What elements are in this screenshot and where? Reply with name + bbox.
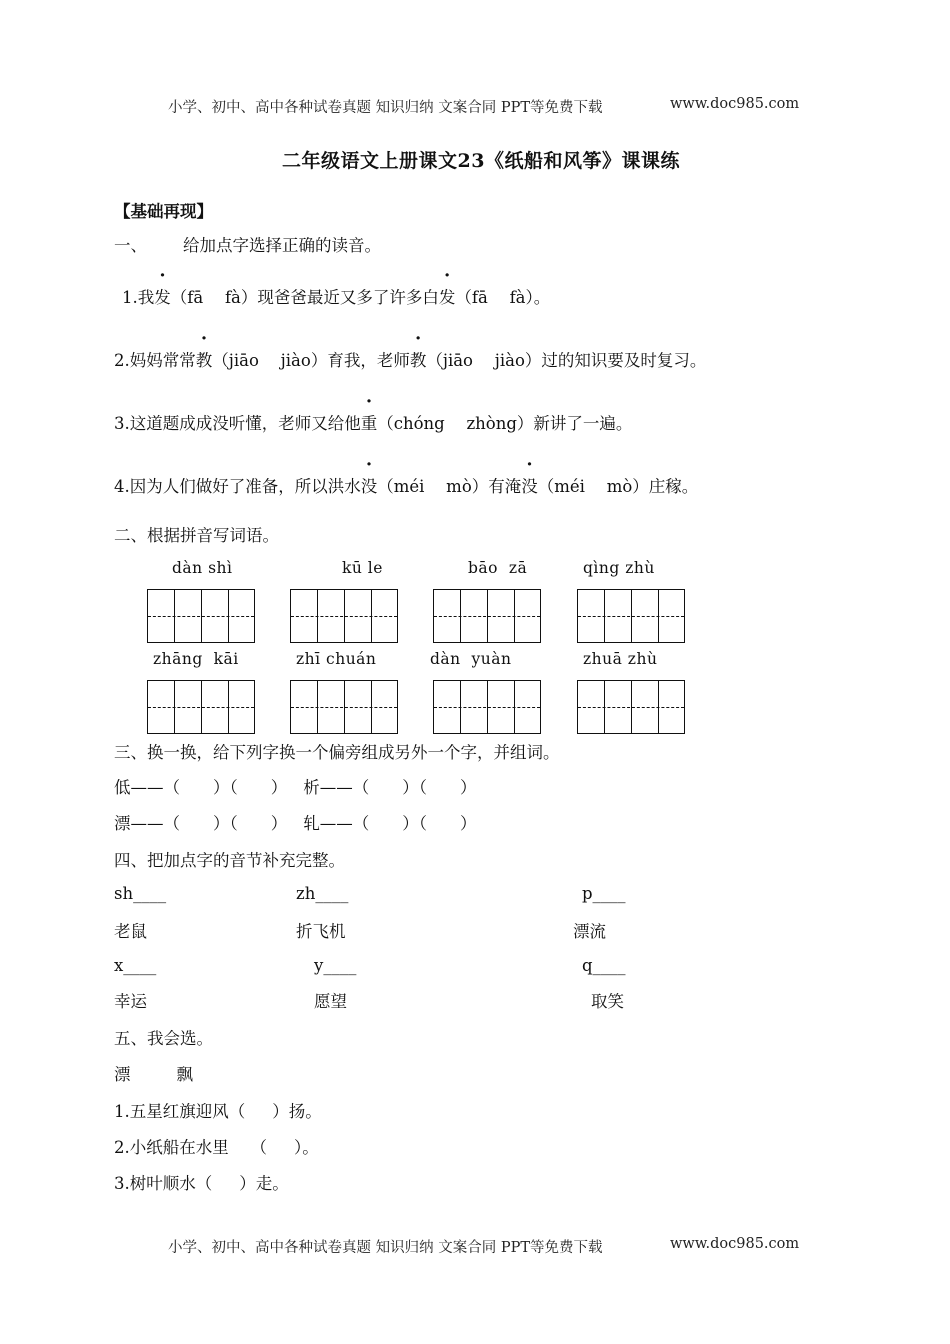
word-label: 幸运 (114, 992, 147, 1011)
q5-item-3: 3.树叶顺水（ ）走。 (114, 1174, 289, 1193)
syllable-blank[interactable]: sh____ (114, 884, 167, 903)
q1-item-2 (114, 347, 706, 371)
pinyin-label: dàn shì (172, 559, 233, 577)
q3-heading: 三、换一换，给下列字换一个偏旁组成另外一个字，并组词。 (114, 743, 560, 762)
writing-grid[interactable] (147, 680, 255, 734)
q1-item-2-post: （jiāo jiào）过的知识要及时复习。 (426, 351, 707, 370)
q1-heading (114, 232, 381, 256)
q3-row-1 (114, 774, 477, 798)
q1-item-2-dotted-char: 教 (195, 351, 213, 370)
q1-item-3 (114, 410, 632, 434)
q5-heading: 五、我会选。 (114, 1029, 213, 1048)
q3-row-1-a: 低——（ ）（ ） (114, 778, 288, 797)
syllable-blank[interactable]: zh____ (296, 884, 349, 903)
page-title: 二年级语文上册课文23《纸船和风筝》课课练 (282, 150, 680, 172)
q1-item-3-pre: 3.这道题成成没听懂，老师又给他 (114, 414, 361, 433)
q1-item-1-dotted-char: 发 (154, 288, 171, 307)
q4-heading: 四、把加点字的音节补充完整。 (114, 851, 345, 870)
q1-item-1-pre: 1.我 (122, 288, 155, 307)
writing-grid[interactable] (577, 589, 685, 643)
q5-item-1: 1.五星红旗迎风（ ）扬。 (114, 1102, 322, 1121)
word-label: 漂流 (573, 922, 606, 941)
page-header-url: www.doc985.com (670, 96, 800, 112)
word-label: 折飞机 (296, 922, 346, 941)
word-label: 愿望 (314, 992, 347, 1011)
q1-item-4-pre: 4.因为人们做好了准备，所以洪水 (114, 477, 361, 496)
q5-choice-b: 飘 (176, 1065, 193, 1084)
writing-grid[interactable] (433, 589, 541, 643)
page-header-text: 小学、初中、高中各种试卷真题 知识归纳 文案合同 PPT等免费下载 (168, 100, 603, 116)
pinyin-label: zhuā zhù (583, 650, 658, 668)
q5-choice-a: 漂 (114, 1065, 131, 1084)
section-label: 【基础再现】 (114, 202, 213, 221)
q1-item-1 (122, 284, 550, 308)
q1-item-4-dotted-char: 没 (360, 477, 378, 496)
q1-item-4-post: （méi mò）庄稼。 (537, 477, 699, 496)
pinyin-label: zhī chuán (296, 650, 377, 668)
q1-heading-text: 给加点字选择正确的读音。 (183, 236, 381, 255)
q5-choices (114, 1061, 193, 1085)
q3-row-2-b: 轧——（ ）（ ） (303, 814, 477, 833)
q1-item-1-mid: （fā fà）现爸爸最近又多了许多白 (170, 288, 439, 307)
syllable-blank[interactable]: y____ (314, 956, 357, 975)
writing-grid[interactable] (290, 680, 398, 734)
q1-item-3-post: （chóng zhòng）新讲了一遍。 (377, 414, 633, 433)
q1-item-2-dotted-char-2: 教 (409, 351, 427, 370)
q2-heading: 二、根据拼音写词语。 (114, 526, 279, 545)
q1-item-2-mid: （jiāo jiào）育我，老师 (212, 351, 410, 370)
q1-item-4-dotted-char-2: 没 (521, 477, 538, 496)
writing-grid[interactable] (577, 680, 685, 734)
page-footer-text: 小学、初中、高中各种试卷真题 知识归纳 文案合同 PPT等免费下载 (168, 1240, 603, 1256)
writing-grid[interactable] (290, 589, 398, 643)
q1-item-2-pre: 2.妈妈常常 (114, 351, 196, 370)
syllable-blank[interactable]: x____ (114, 956, 157, 975)
q1-item-1-post: （fā fà）。 (455, 288, 551, 307)
q1-item-3-dotted-char: 重 (360, 414, 378, 433)
pinyin-label: bāo zā (468, 559, 528, 577)
pinyin-label: dàn yuàn (430, 650, 512, 668)
word-label: 老鼠 (114, 922, 147, 941)
q5-item-2: 2.小纸船在水里 （ ）。 (114, 1138, 319, 1157)
syllable-blank[interactable]: q____ (582, 956, 626, 975)
q3-row-2 (114, 810, 477, 834)
page-footer-url: www.doc985.com (670, 1236, 800, 1252)
q1-heading-num: 一、 (114, 236, 147, 255)
pinyin-label: qìng zhù (583, 559, 655, 577)
q1-item-1-dotted-char-2: 发 (438, 288, 456, 307)
pinyin-label: kū le (342, 559, 383, 577)
q3-row-2-a: 漂——（ ）（ ） (114, 814, 288, 833)
writing-grid[interactable] (433, 680, 541, 734)
writing-grid[interactable] (147, 589, 255, 643)
q1-item-4 (114, 473, 698, 497)
pinyin-label: zhāng kāi (153, 650, 239, 668)
syllable-blank[interactable]: p____ (582, 884, 626, 903)
word-label: 取笑 (591, 992, 624, 1011)
q3-row-1-b: 析——（ ）（ ） (303, 778, 477, 797)
q1-item-4-mid: （méi mò）有淹 (377, 477, 522, 496)
